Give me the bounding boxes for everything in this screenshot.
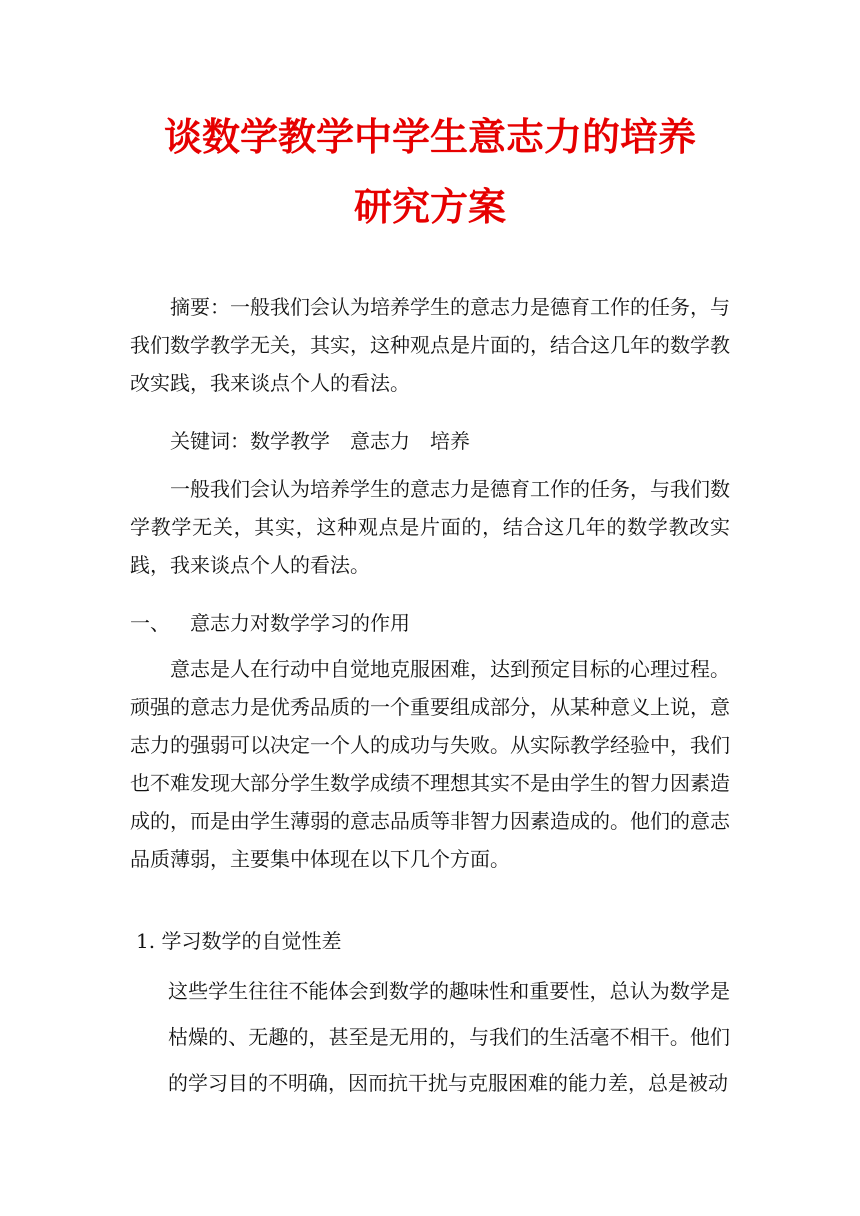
section-1-number: 一、 [130, 611, 170, 635]
keywords-line: 关键词：数学教学 意志力 培养 [170, 429, 470, 453]
section-1-heading [130, 604, 410, 642]
item-1-heading: 1. 学习数学的自觉性差 [136, 929, 342, 953]
document-title-line2: 研究方案 [353, 184, 506, 229]
abstract-paragraph: 摘要：一般我们会认为培养学生的意志力是德育工作的任务，与我们数学教学无关，其实，这种观点是片面的，结合这几年的数学教改实践，我来谈点个人的看法。 [130, 295, 730, 395]
section-1-paragraph: 意志是人在行动中自觉地克服困难，达到预定目标的心理过程。顽强的意志力是优秀品质的一个重要组成部分，从某种意义上说，意志力的强弱可以决定一个人的成功与失败。从实际教学经验中，我们也不难发现大部分学生数学成绩不理想其实不是由学生的智力因素造成的，而是由学生薄弱的意志品质等非智力因素造成的。他们的意志品质薄弱，主要集中体现在以下几个方面。 [130, 657, 730, 871]
intro-paragraph: 一般我们会认为培养学生的意志力是德育工作的任务，与我们数学教学无关，其实，这种观点是片面的，结合这几年的数学教改实践，我来谈点个人的看法。 [130, 477, 730, 577]
section-1-heading-text: 意志力对数学学习的作用 [190, 611, 410, 635]
document-title-line1: 谈数学教学中学生意志力的培养 [163, 114, 696, 159]
item-1-paragraph: 这些学生往往不能体会到数学的趣味性和重要性，总认为数学是枯燥的、无趣的，甚至是无用的，与我们的生活毫不相干。他们的学习目的不明确，因而抗干扰与克服困难的能力差，总是被动 [168, 979, 730, 1095]
